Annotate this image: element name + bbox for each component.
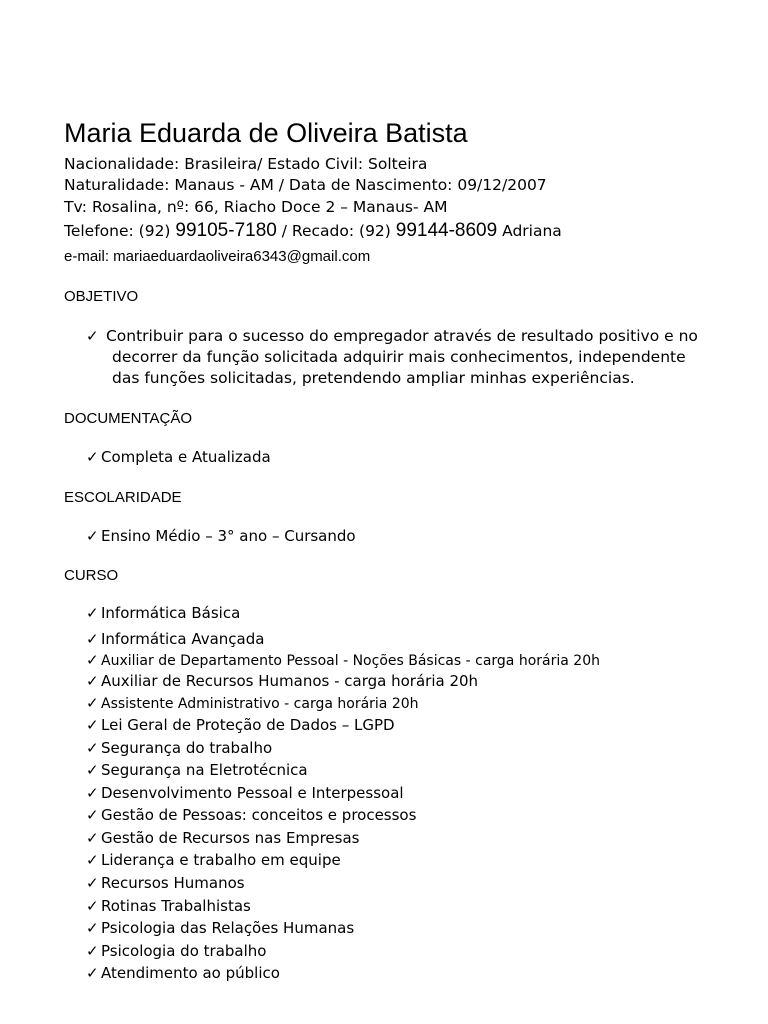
list-item: ✓ Assistente Administrativo - carga horária 20h <box>86 694 419 712</box>
check-icon: ✓ <box>86 739 99 757</box>
section-title-documentacao: DOCUMENTAÇÃO <box>64 410 193 427</box>
objective-line-2: decorrer da função solicitada adquirir mais conhecimentos, independente <box>112 348 686 366</box>
check-icon: ✓ <box>86 964 99 982</box>
check-icon: ✓ <box>86 448 99 466</box>
email-line: e-mail: mariaeduardaoliveira6343@gmail.com <box>64 248 371 265</box>
phone-label: Telefone: (92) <box>64 222 176 240</box>
section-title-curso: CURSO <box>64 567 119 584</box>
birth-line: Naturalidade: Manaus - AM / Data de Nascimento: 09/12/2007 <box>64 176 547 194</box>
check-icon: ✓ <box>86 829 99 847</box>
check-icon: ✓ <box>86 604 99 622</box>
check-icon: ✓ <box>86 716 99 734</box>
check-icon: ✓ <box>86 327 99 345</box>
list-item: ✓ Psicologia do trabalho <box>86 942 267 960</box>
list-item: ✓ Atendimento ao público <box>86 964 280 982</box>
list-item: ✓ Psicologia das Relações Humanas <box>86 919 355 937</box>
list-item: ✓ Ensino Médio – 3° ano – Cursando <box>86 527 356 545</box>
phone-line <box>64 220 562 242</box>
recado-name: Adriana <box>497 222 562 240</box>
check-icon: ✓ <box>86 651 99 669</box>
list-item: ✓ Segurança na Eletrotécnica <box>86 761 308 779</box>
check-icon: ✓ <box>86 919 99 937</box>
check-icon: ✓ <box>86 630 99 648</box>
list-item: ✓ Gestão de Pessoas: conceitos e processos <box>86 806 417 824</box>
objective-paragraph <box>86 326 726 389</box>
objective-line-3: das funções solicitadas, pretendendo ampliar minhas experiências. <box>112 369 635 387</box>
check-icon: ✓ <box>86 942 99 960</box>
list-item: ✓ Segurança do trabalho <box>86 739 273 757</box>
list-item: ✓ Liderança e trabalho em equipe <box>86 851 341 869</box>
check-icon: ✓ <box>86 874 99 892</box>
list-item: ✓ Recursos Humanos <box>86 874 245 892</box>
candidate-name: Maria Eduarda de Oliveira Batista <box>64 118 468 148</box>
check-icon: ✓ <box>86 851 99 869</box>
objective-line-1: Contribuir para o sucesso do empregador através de resultado positivo e no <box>105 327 698 345</box>
recado-number: 99144-8609 <box>395 220 498 241</box>
list-item: ✓ Gestão de Recursos nas Empresas <box>86 829 360 847</box>
check-icon: ✓ <box>86 527 99 545</box>
list-item: ✓ Auxiliar de Recursos Humanos - carga horária 20h <box>86 672 479 690</box>
section-title-escolaridade: ESCOLARIDADE <box>64 489 182 506</box>
check-icon: ✓ <box>86 694 99 712</box>
list-item: ✓ Informática Avançada <box>86 630 265 648</box>
check-icon: ✓ <box>86 761 99 779</box>
phone-number: 99105-7180 <box>175 220 277 241</box>
check-icon: ✓ <box>86 672 99 690</box>
list-item: ✓ Informática Básica <box>86 604 241 622</box>
list-item: ✓ Lei Geral de Proteção de Dados – LGPD <box>86 716 395 734</box>
check-icon: ✓ <box>86 784 99 802</box>
recado-label: / Recado: (92) <box>276 222 396 240</box>
list-item: ✓ Desenvolvimento Pessoal e Interpessoal <box>86 784 404 802</box>
section-title-objetivo: OBJETIVO <box>64 288 139 305</box>
nationality-line: Nacionalidade: Brasileira/ Estado Civil: Solteira <box>64 155 428 173</box>
list-item: ✓ Auxiliar de Departamento Pessoal - Noções Básicas - carga horária 20h <box>86 651 600 669</box>
check-icon: ✓ <box>86 806 99 824</box>
check-icon: ✓ <box>86 897 99 915</box>
list-item: ✓ Completa e Atualizada <box>86 448 271 466</box>
list-item: ✓ Rotinas Trabalhistas <box>86 897 251 915</box>
address-line: Tv: Rosalina, nº: 66, Riacho Doce 2 – Manaus- AM <box>64 198 448 216</box>
